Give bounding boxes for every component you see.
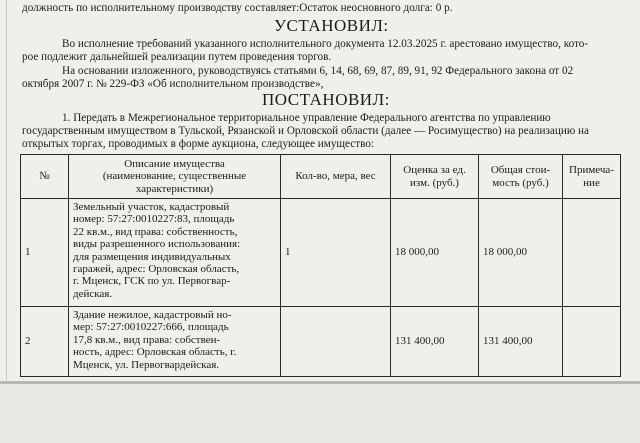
row-unit-price: 131 400,00: [391, 307, 479, 377]
heading-established: УСТАНОВИЛ:: [274, 16, 389, 35]
table-header-row: [21, 155, 621, 199]
paragraph-line: октября 2007 г. № 229-ФЗ «Об исполнительном производстве»,: [22, 78, 324, 90]
row-total: 131 400,00: [479, 307, 563, 377]
header-quantity: Кол-во, мера, вес: [281, 155, 391, 199]
scan-edge-line: [6, 0, 7, 380]
heading-decided: ПОСТАНОВИЛ:: [262, 90, 390, 109]
row-number: 2: [21, 307, 69, 377]
row-total: 18 000,00: [479, 199, 563, 307]
property-table: [20, 154, 621, 377]
row-description: Земельный участок, кадастровый номер: 57:27:0010227:83, площадь 22 кв.м., вид права: собственность, виды разрешенного использования: для размещения индивидуальных гаражей, адрес: Орловская область, г. Мценск, ГСК по ул. Первогвар- дейская.: [69, 199, 281, 307]
row-note: [563, 307, 621, 377]
paragraph-line: 1. Передать в Межрегиональное территориальное управление Федерального агентства по управлению: [62, 112, 551, 124]
table-row: [21, 199, 621, 307]
row-unit-price: 18 000,00: [391, 199, 479, 307]
background-below-page: [0, 384, 640, 443]
paragraph-line: государственным имуществом в Тульской, Рязанской и Орловской области (далее — Росимущество) на реализацию на: [22, 125, 589, 137]
header-unit-price: Оценка за ед. изм. (руб.): [391, 155, 479, 199]
header-total: Общая стои- мость (руб.): [479, 155, 563, 199]
row-number: 1: [21, 199, 69, 307]
header-note: Примеча- ние: [563, 155, 621, 199]
paragraph-line: На основании изложенного, руководствуясь статьями 6, 14, 68, 69, 87, 89, 91, 92 Федерального закона от 02: [62, 65, 574, 77]
paragraph-line: Во исполнение требований указанного исполнительного документа 12.03.2025 г. арестовано имущество, кото-: [62, 38, 589, 50]
table-row: [21, 307, 621, 377]
header-description: Описание имущества (наименование, существенные характеристики): [69, 155, 281, 199]
paragraph-line: рое подлежит дальнейшей реализации путем проведения торгов.: [22, 51, 332, 63]
row-quantity: [281, 307, 391, 377]
header-number: №: [21, 155, 69, 199]
row-description: Здание нежилое, кадастровый но- мер: 57:27:0010227:666, площадь 17,8 кв.м., вид права: собствен- ность, адрес: Орловская область, г. Мценск, ул. Первогвардейская.: [69, 307, 281, 377]
top-text-line: должность по исполнительному производству составляет:Остаток неосновного долга: 0 р.: [22, 2, 453, 14]
paragraph-line: открытых торгах, проводимых в форме аукциона, следующее имущество:: [22, 138, 375, 150]
row-note: [563, 199, 621, 307]
row-quantity: 1: [281, 199, 391, 307]
